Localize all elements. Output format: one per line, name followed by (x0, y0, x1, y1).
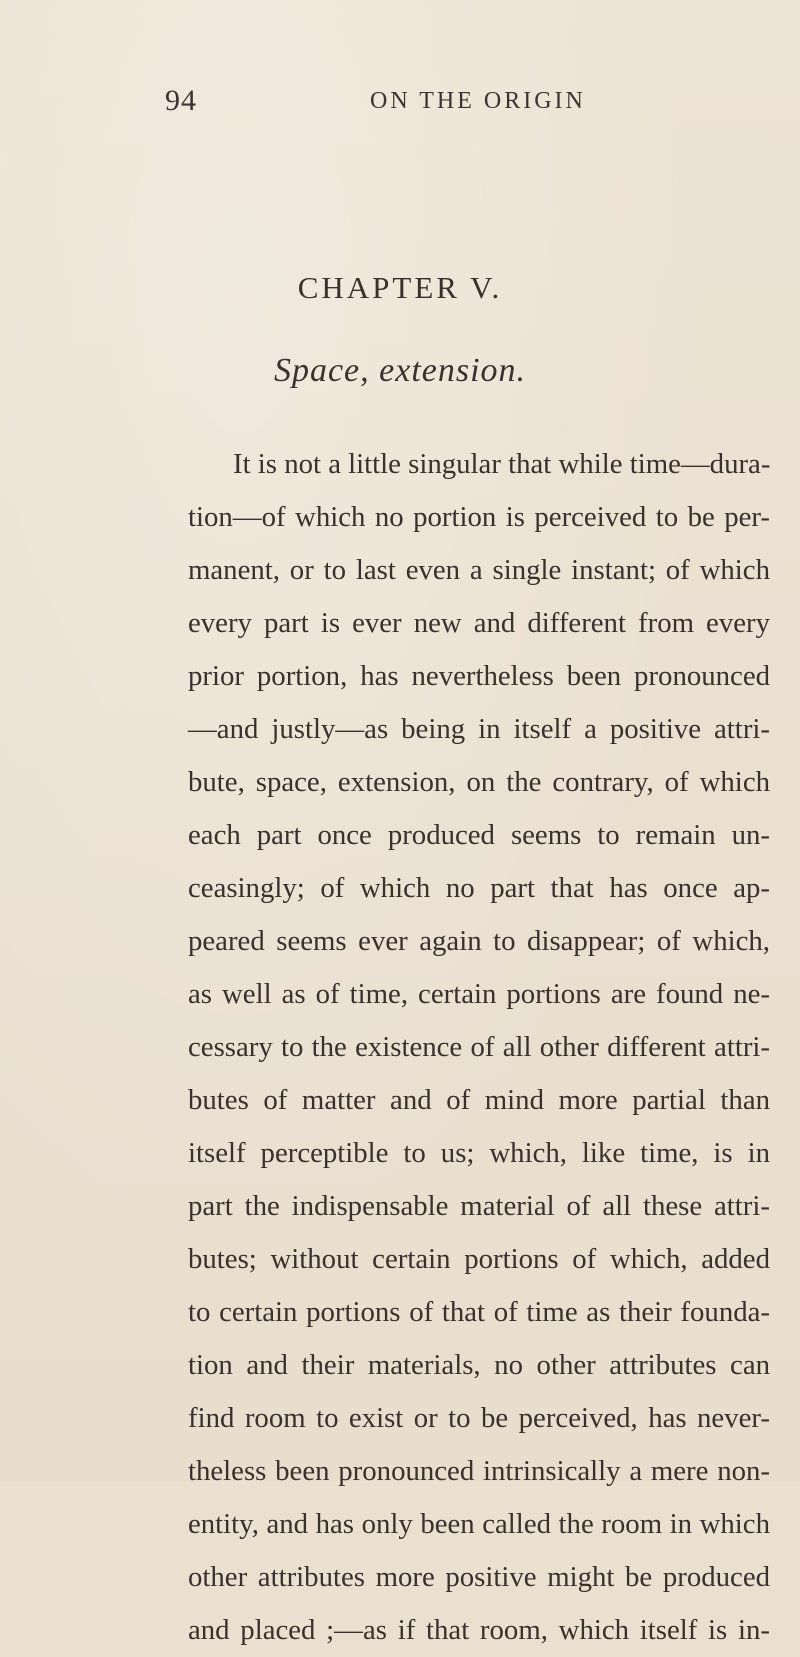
text-line: theless been pronounced intrinsically a mere non- (188, 1455, 770, 1487)
page-number: 94 (165, 84, 197, 117)
text-line: each part once produced seems to remain un- (188, 819, 770, 851)
text-line: butes; without certain portions of which, added (188, 1243, 770, 1275)
body-paragraph (188, 438, 770, 1657)
chapter-title: CHAPTER V. (297, 270, 503, 305)
text-line: other attributes more positive might be produced (188, 1561, 770, 1593)
text-line: to certain portions of that of time as their founda- (188, 1296, 770, 1328)
text-line: —and justly—as being in itself a positive attri- (188, 713, 770, 745)
chapter-subtitle: Space, extension. (273, 352, 527, 389)
text-line: butes of matter and of mind more partial than (188, 1084, 770, 1116)
text-line: every part is ever new and different from every (188, 607, 770, 639)
text-line: entity, and has only been called the room in which (188, 1508, 770, 1540)
text-line: find room to exist or to be perceived, has never- (188, 1402, 770, 1434)
text-line: part the indispensable material of all these attri- (188, 1190, 770, 1222)
text-line: manent, or to last even a single instant; of which (188, 554, 770, 586)
text-line: bute, space, extension, on the contrary, of which (188, 766, 770, 798)
text-line: tion—of which no portion is perceived to be per- (188, 501, 770, 533)
text-line: peared seems ever again to disappear; of which, (188, 925, 770, 957)
text-line: cessary to the existence of all other different attri- (188, 1031, 770, 1063)
page-header (0, 84, 800, 124)
text-line: ceasingly; of which no part that has once ap- (188, 872, 770, 904)
text-line: itself perceptible to us; which, like time, is in (188, 1137, 770, 1169)
text-line: prior portion, has nevertheless been pronounced (188, 660, 770, 692)
text-line: tion and their materials, no other attributes can (188, 1349, 770, 1381)
text-line: and placed ;—as if that room, which itself is in- (188, 1614, 770, 1646)
running-head: ON THE ORIGIN (370, 88, 586, 114)
text-line: as well as of time, certain portions are found ne- (188, 978, 770, 1010)
text-line: It is not a little singular that while time—dura- (233, 448, 771, 480)
